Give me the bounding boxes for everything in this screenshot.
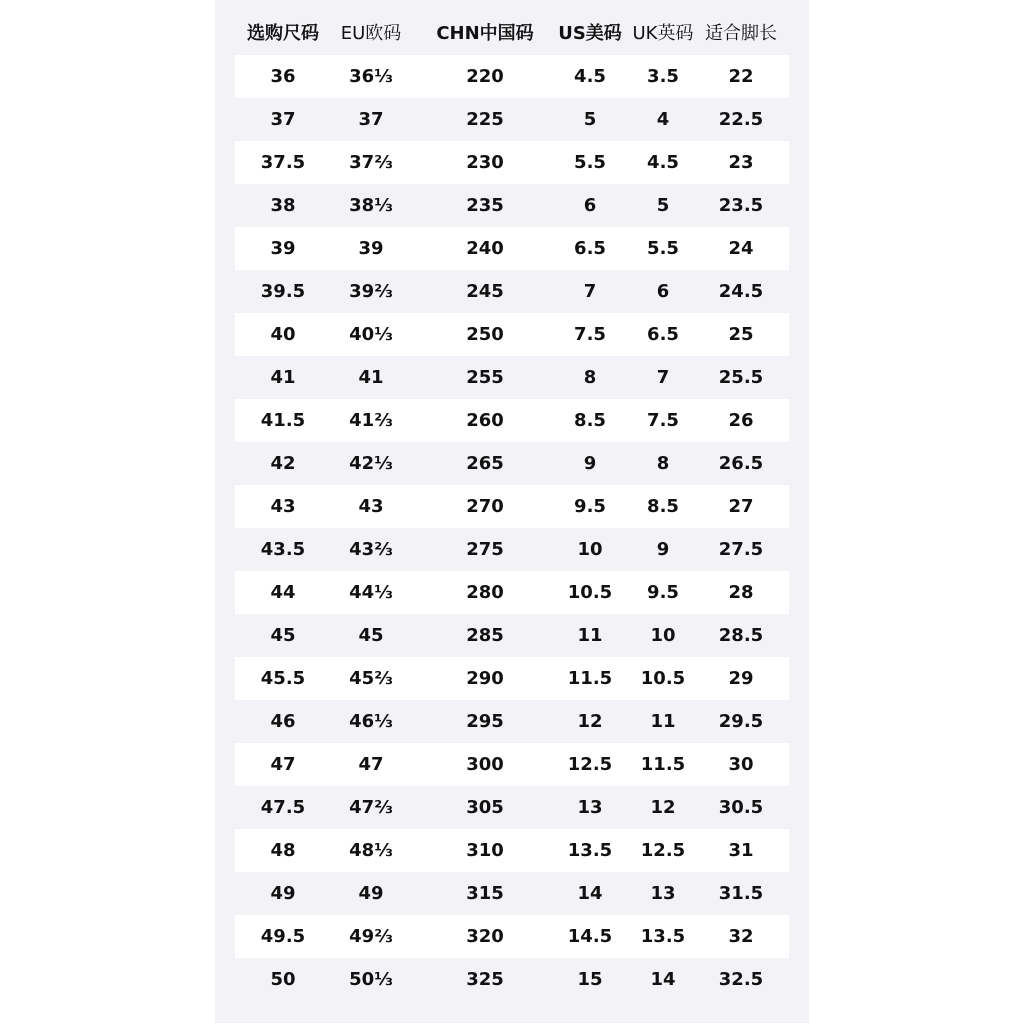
cell-foot-length: 24.5 — [718, 281, 764, 302]
cell-uk-size: 11 — [650, 711, 676, 732]
cell-us-size: 6.5 — [574, 238, 606, 259]
cell-us-size: 7 — [583, 281, 597, 302]
cell-us-size: 8.5 — [574, 410, 606, 431]
cell-select-size: 46 — [270, 711, 296, 732]
cell-foot-length: 23 — [728, 152, 754, 173]
cell-chn-size: 290 — [466, 668, 504, 689]
table-row — [235, 829, 789, 872]
cell-select-size: 45 — [270, 625, 296, 646]
cell-foot-length: 25.5 — [718, 367, 764, 388]
cell-us-size: 12 — [577, 711, 603, 732]
cell-eu-size: 41 — [358, 367, 384, 388]
table-row — [235, 227, 789, 270]
cell-chn-size: 325 — [466, 969, 504, 990]
cell-foot-length: 22 — [728, 66, 754, 87]
table-row — [235, 442, 789, 485]
size-chart-header — [235, 14, 789, 54]
cell-foot-length: 32.5 — [718, 969, 764, 990]
table-row — [235, 313, 789, 356]
cell-select-size: 43 — [270, 496, 296, 517]
table-row — [235, 571, 789, 614]
cell-uk-size: 8 — [656, 453, 670, 474]
cell-uk-size: 3.5 — [647, 66, 679, 87]
cell-foot-length: 25 — [728, 324, 754, 345]
table-row — [235, 786, 789, 829]
cell-uk-size: 10 — [650, 625, 676, 646]
cell-chn-size: 260 — [466, 410, 504, 431]
cell-uk-size: 11.5 — [640, 754, 686, 775]
cell-eu-size: 44⅓ — [349, 582, 393, 603]
table-row — [235, 485, 789, 528]
header-us-size: US美码 — [558, 23, 622, 44]
cell-us-size: 5 — [583, 109, 597, 130]
table-row — [235, 141, 789, 184]
cell-chn-size: 255 — [466, 367, 504, 388]
cell-us-size: 9 — [583, 453, 597, 474]
cell-uk-size: 6 — [656, 281, 670, 302]
cell-uk-size: 7.5 — [647, 410, 679, 431]
cell-chn-size: 285 — [466, 625, 504, 646]
cell-select-size: 43.5 — [260, 539, 306, 560]
cell-uk-size: 5 — [656, 195, 670, 216]
cell-foot-length: 28.5 — [718, 625, 764, 646]
cell-eu-size: 45⅔ — [349, 668, 393, 689]
cell-select-size: 41.5 — [260, 410, 306, 431]
cell-foot-length: 24 — [728, 238, 754, 259]
table-row — [235, 356, 789, 399]
cell-uk-size: 13 — [650, 883, 676, 904]
cell-chn-size: 270 — [466, 496, 504, 517]
cell-uk-size: 12 — [650, 797, 676, 818]
cell-eu-size: 39⅔ — [349, 281, 393, 302]
cell-chn-size: 240 — [466, 238, 504, 259]
cell-uk-size: 7 — [656, 367, 670, 388]
cell-us-size: 10.5 — [567, 582, 613, 603]
cell-chn-size: 305 — [466, 797, 504, 818]
cell-us-size: 14.5 — [567, 926, 613, 947]
cell-select-size: 45.5 — [260, 668, 306, 689]
cell-select-size: 44 — [270, 582, 296, 603]
cell-chn-size: 310 — [466, 840, 504, 861]
cell-eu-size: 45 — [358, 625, 384, 646]
cell-select-size: 41 — [270, 367, 296, 388]
cell-uk-size: 9 — [656, 539, 670, 560]
cell-foot-length: 30 — [728, 754, 754, 775]
cell-uk-size: 4 — [656, 109, 670, 130]
cell-eu-size: 38⅓ — [349, 195, 393, 216]
cell-us-size: 11 — [577, 625, 603, 646]
cell-us-size: 6 — [583, 195, 597, 216]
cell-select-size: 42 — [270, 453, 296, 474]
cell-chn-size: 280 — [466, 582, 504, 603]
cell-select-size: 39.5 — [260, 281, 306, 302]
table-row — [235, 614, 789, 657]
cell-chn-size: 315 — [466, 883, 504, 904]
cell-uk-size: 10.5 — [640, 668, 686, 689]
cell-eu-size: 50⅓ — [349, 969, 393, 990]
cell-chn-size: 245 — [466, 281, 504, 302]
header-select-size: 选购尺码 — [247, 23, 319, 44]
cell-us-size: 4.5 — [574, 66, 606, 87]
table-row — [235, 184, 789, 227]
cell-eu-size: 36⅓ — [349, 66, 393, 87]
cell-select-size: 39 — [270, 238, 296, 259]
cell-us-size: 11.5 — [567, 668, 613, 689]
cell-us-size: 8 — [583, 367, 597, 388]
cell-select-size: 37 — [270, 109, 296, 130]
table-row — [235, 657, 789, 700]
cell-us-size: 13 — [577, 797, 603, 818]
cell-eu-size: 47⅔ — [349, 797, 393, 818]
cell-select-size: 47 — [270, 754, 296, 775]
cell-foot-length: 32 — [728, 926, 754, 947]
cell-chn-size: 275 — [466, 539, 504, 560]
cell-select-size: 38 — [270, 195, 296, 216]
cell-eu-size: 47 — [358, 754, 384, 775]
cell-foot-length: 29 — [728, 668, 754, 689]
cell-chn-size: 225 — [466, 109, 504, 130]
cell-chn-size: 265 — [466, 453, 504, 474]
cell-eu-size: 48⅓ — [349, 840, 393, 861]
header-chn-size: CHN中国码 — [436, 23, 534, 44]
table-row — [235, 700, 789, 743]
cell-foot-length: 26.5 — [718, 453, 764, 474]
size-chart-body — [235, 55, 789, 1001]
cell-eu-size: 37⅔ — [349, 152, 393, 173]
cell-select-size: 49.5 — [260, 926, 306, 947]
cell-foot-length: 23.5 — [718, 195, 764, 216]
cell-eu-size: 41⅔ — [349, 410, 393, 431]
cell-uk-size: 12.5 — [640, 840, 686, 861]
cell-foot-length: 29.5 — [718, 711, 764, 732]
cell-foot-length: 30.5 — [718, 797, 764, 818]
cell-uk-size: 9.5 — [647, 582, 679, 603]
table-row — [235, 958, 789, 1001]
header-uk-size: UK英码 — [632, 23, 694, 44]
cell-us-size: 9.5 — [574, 496, 606, 517]
cell-eu-size: 43 — [358, 496, 384, 517]
cell-foot-length: 27.5 — [718, 539, 764, 560]
cell-uk-size: 5.5 — [647, 238, 679, 259]
cell-us-size: 15 — [577, 969, 603, 990]
table-row — [235, 872, 789, 915]
cell-us-size: 12.5 — [567, 754, 613, 775]
cell-chn-size: 320 — [466, 926, 504, 947]
cell-chn-size: 250 — [466, 324, 504, 345]
cell-foot-length: 31.5 — [718, 883, 764, 904]
cell-eu-size: 37 — [358, 109, 384, 130]
table-row — [235, 270, 789, 313]
table-row — [235, 743, 789, 786]
cell-select-size: 48 — [270, 840, 296, 861]
cell-uk-size: 13.5 — [640, 926, 686, 947]
header-foot-length: 适合脚长 — [705, 23, 777, 44]
cell-eu-size: 39 — [358, 238, 384, 259]
cell-us-size: 7.5 — [574, 324, 606, 345]
cell-us-size: 5.5 — [574, 152, 606, 173]
cell-us-size: 14 — [577, 883, 603, 904]
cell-uk-size: 4.5 — [647, 152, 679, 173]
cell-eu-size: 40⅓ — [349, 324, 393, 345]
cell-select-size: 47.5 — [260, 797, 306, 818]
cell-uk-size: 14 — [650, 969, 676, 990]
cell-us-size: 10 — [577, 539, 603, 560]
cell-foot-length: 31 — [728, 840, 754, 861]
cell-eu-size: 49⅔ — [349, 926, 393, 947]
cell-foot-length: 22.5 — [718, 109, 764, 130]
cell-chn-size: 220 — [466, 66, 504, 87]
header-eu-size: EU欧码 — [340, 23, 402, 44]
cell-foot-length: 27 — [728, 496, 754, 517]
table-row — [235, 55, 789, 98]
cell-chn-size: 235 — [466, 195, 504, 216]
cell-select-size: 37.5 — [260, 152, 306, 173]
table-row — [235, 528, 789, 571]
cell-select-size: 40 — [270, 324, 296, 345]
cell-select-size: 36 — [270, 66, 296, 87]
cell-eu-size: 42⅓ — [349, 453, 393, 474]
cell-chn-size: 300 — [466, 754, 504, 775]
table-row — [235, 399, 789, 442]
cell-select-size: 49 — [270, 883, 296, 904]
cell-chn-size: 295 — [466, 711, 504, 732]
cell-foot-length: 28 — [728, 582, 754, 603]
cell-uk-size: 8.5 — [647, 496, 679, 517]
cell-foot-length: 26 — [728, 410, 754, 431]
table-row — [235, 98, 789, 141]
cell-select-size: 50 — [270, 969, 296, 990]
cell-uk-size: 6.5 — [647, 324, 679, 345]
cell-eu-size: 49 — [358, 883, 384, 904]
cell-us-size: 13.5 — [567, 840, 613, 861]
table-row — [235, 915, 789, 958]
cell-eu-size: 46⅓ — [349, 711, 393, 732]
size-chart-panel — [215, 0, 809, 1023]
cell-chn-size: 230 — [466, 152, 504, 173]
cell-eu-size: 43⅔ — [349, 539, 393, 560]
